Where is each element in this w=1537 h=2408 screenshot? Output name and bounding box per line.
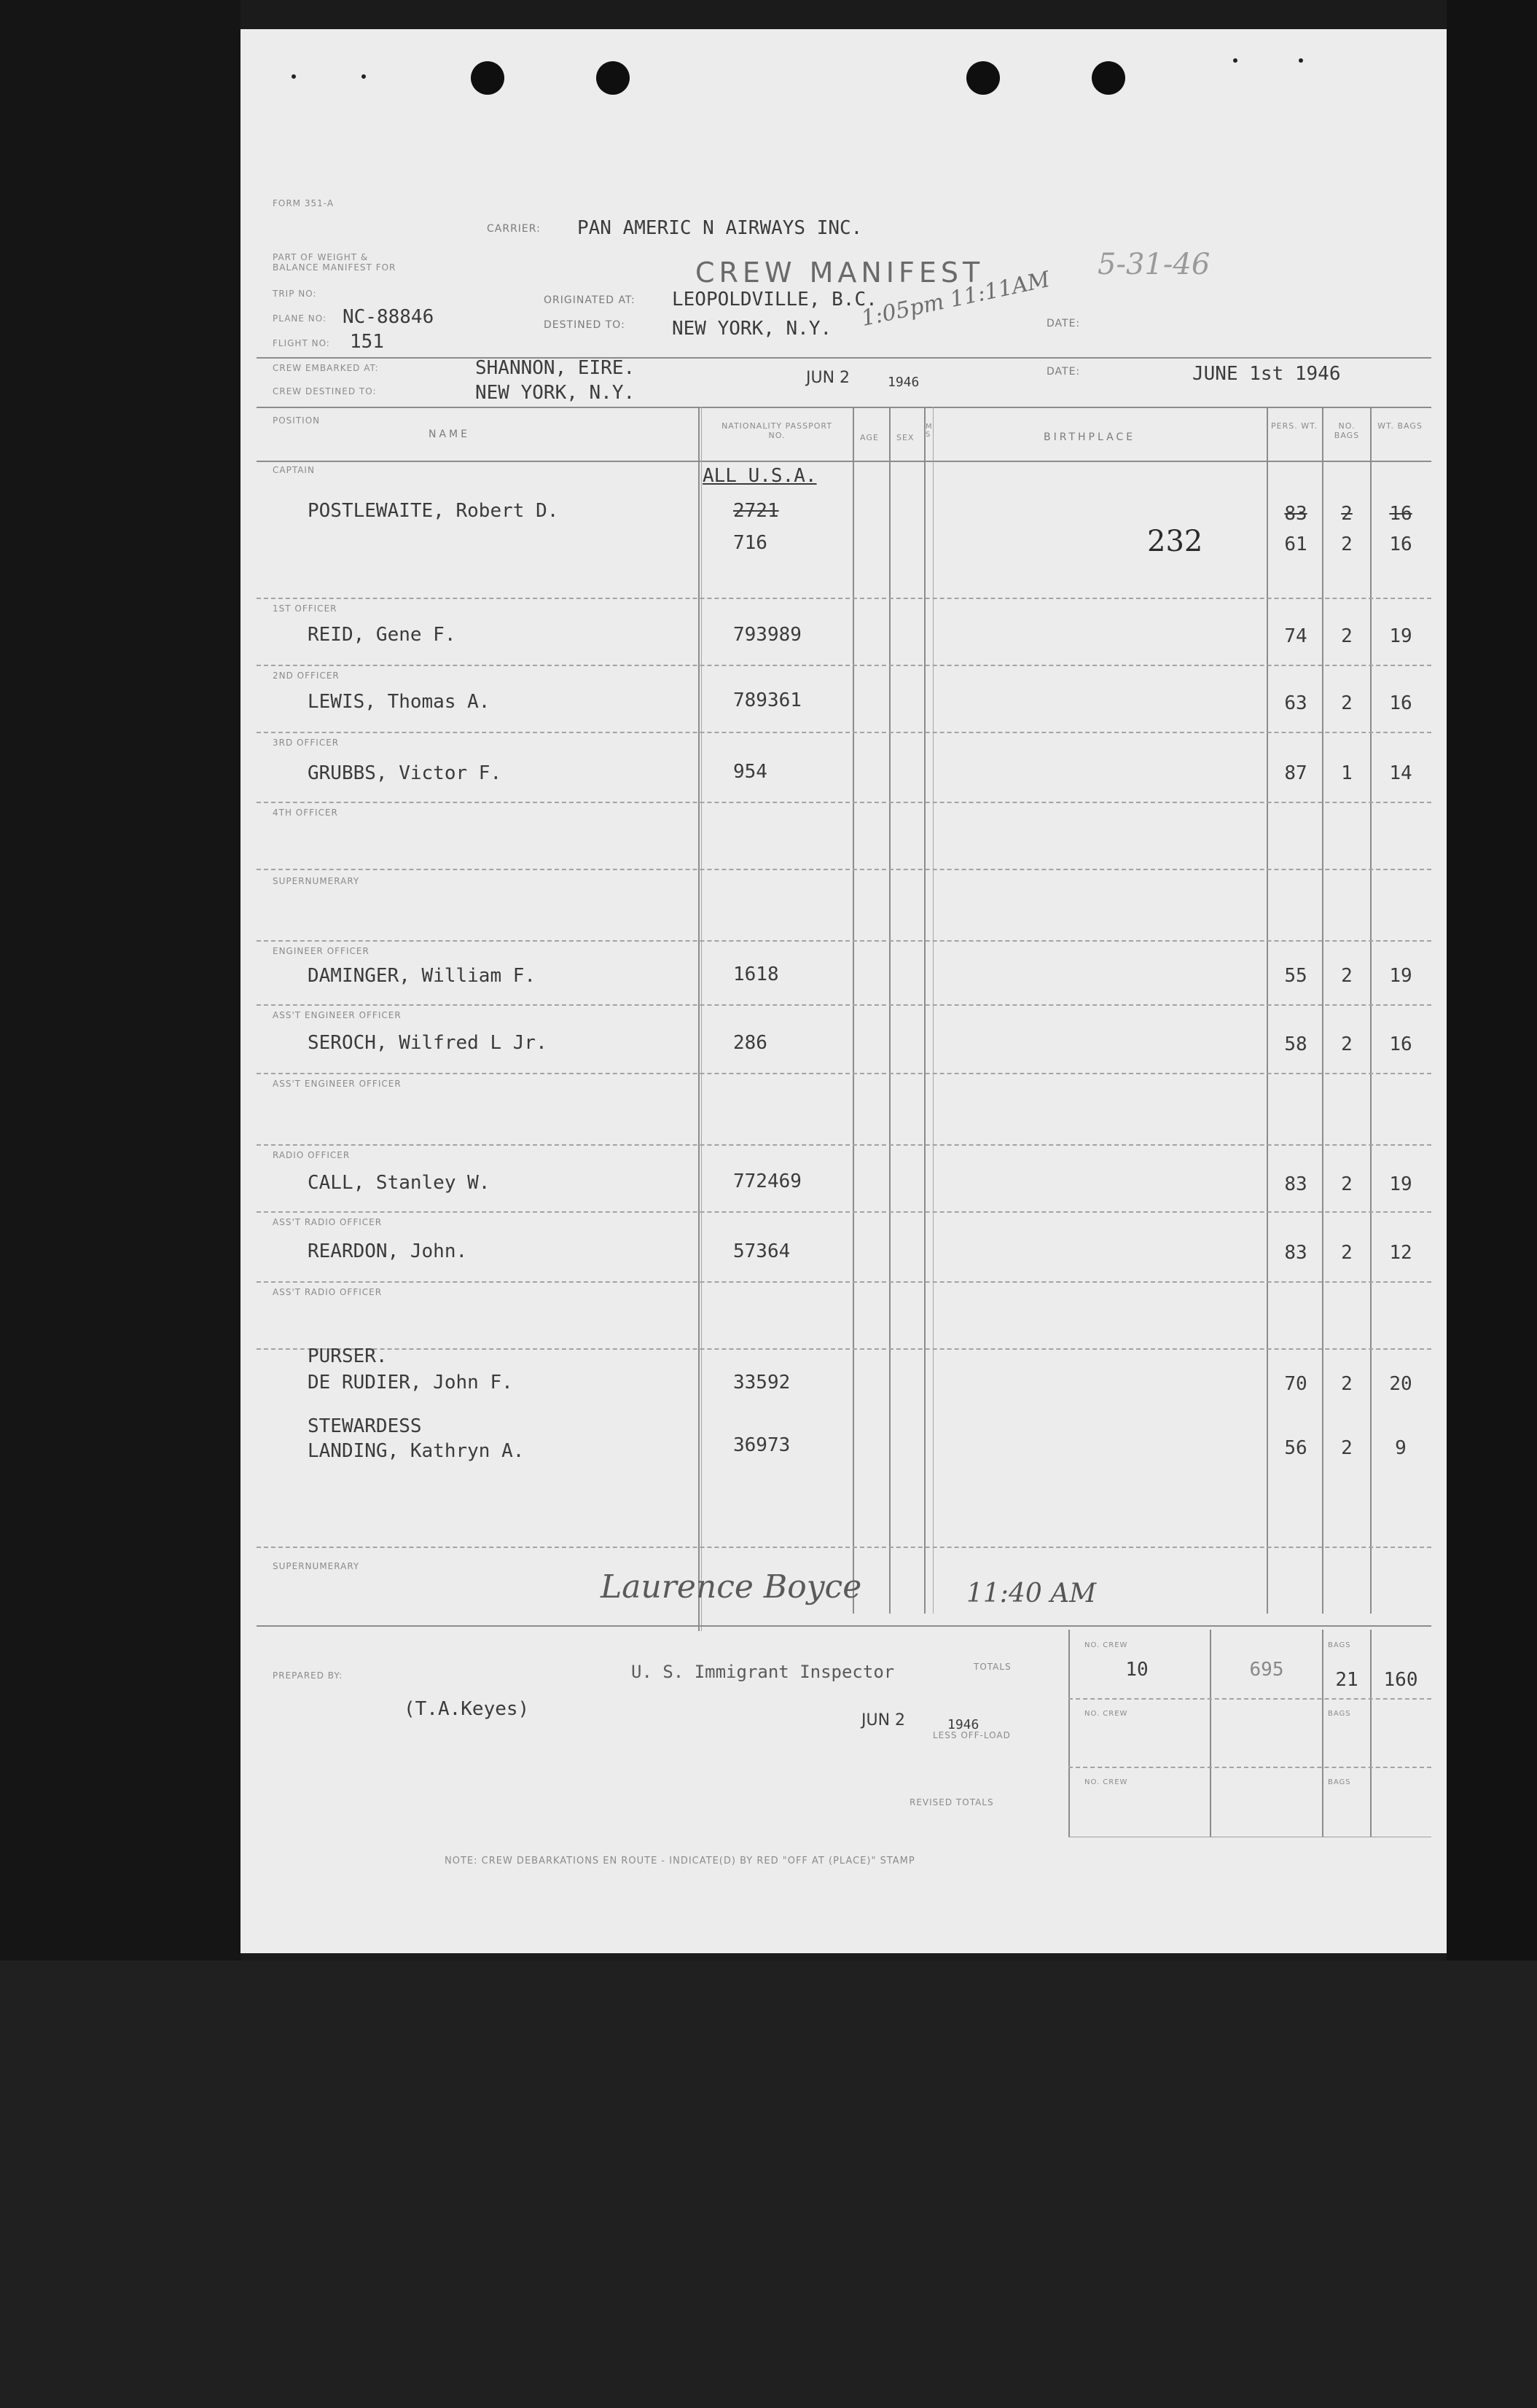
no-bags: 2 bbox=[1341, 1173, 1353, 1195]
no-bags: 2 bbox=[1341, 1437, 1353, 1459]
plane-no-value: NC-88846 bbox=[343, 306, 434, 328]
crew-destined-label: CREW DESTINED TO: bbox=[273, 386, 377, 396]
passport-no: 286 bbox=[733, 1032, 767, 1054]
table-top-rule bbox=[257, 407, 1431, 408]
film-speck bbox=[292, 74, 296, 79]
manifest-title: CREW MANIFEST bbox=[695, 257, 985, 289]
bags-struck: 2 bbox=[1341, 503, 1353, 525]
col-age: AGE bbox=[860, 433, 879, 442]
inspector-title: U. S. Immigrant Inspector bbox=[631, 1662, 895, 1682]
bags-label: BAGS bbox=[1328, 1710, 1351, 1718]
col-divider bbox=[933, 407, 934, 1614]
col-divider bbox=[1370, 407, 1372, 1614]
originated-at-value: LEOPOLDVILLE, B.C. bbox=[672, 289, 877, 310]
no-crew-label: NO. CREW bbox=[1084, 1641, 1128, 1649]
wt-bags: 9 bbox=[1395, 1437, 1407, 1459]
date2-label: DATE: bbox=[1047, 366, 1081, 378]
column-header-rule bbox=[257, 461, 1431, 462]
plane-no-label: PLANE NO: bbox=[273, 313, 327, 324]
destined-to-label: DESTINED TO: bbox=[544, 319, 625, 331]
crew-name: REARDON, John. bbox=[308, 1240, 468, 1262]
passport-no: 793989 bbox=[733, 624, 802, 646]
manifest-page bbox=[240, 29, 1447, 1953]
crew-embarked-label: CREW EMBARKED AT: bbox=[273, 363, 379, 373]
bags-label: BAGS bbox=[1328, 1778, 1351, 1786]
passport-no: 789361 bbox=[733, 689, 802, 711]
row-rule bbox=[257, 1073, 1431, 1074]
crew-name: REID, Gene F. bbox=[308, 624, 456, 646]
wt-bags: 19 bbox=[1389, 625, 1412, 647]
position-label: 3RD OFFICER bbox=[273, 738, 340, 748]
pers-wt: 55 bbox=[1284, 965, 1307, 987]
footer-stamp-date: JUN 2 bbox=[861, 1711, 906, 1729]
trip-no-label: TRIP NO: bbox=[273, 289, 317, 299]
inspector-signature: Laurence Boyce bbox=[601, 1568, 862, 1606]
wt-bags: 16 bbox=[1389, 1033, 1412, 1055]
pers-wt: 83 bbox=[1284, 1173, 1307, 1195]
position-label: SUPERNUMERARY bbox=[273, 876, 360, 886]
flight-no-value: 151 bbox=[350, 331, 384, 353]
total-crew: 10 bbox=[1125, 1659, 1149, 1681]
pers-wt: 58 bbox=[1284, 1033, 1307, 1055]
stamp-date: JUN 2 bbox=[806, 369, 850, 387]
pers-wt: 83 bbox=[1284, 1242, 1307, 1264]
total-bags: 21 bbox=[1335, 1669, 1358, 1691]
footer-stamp-year: 1946 bbox=[947, 1717, 979, 1732]
passport-no: 772469 bbox=[733, 1170, 802, 1192]
row-rule bbox=[257, 1281, 1431, 1283]
crew-embarked-value: SHANNON, EIRE. bbox=[475, 357, 635, 379]
pers-wt: 87 bbox=[1284, 762, 1307, 784]
totals-divider bbox=[1068, 1630, 1070, 1837]
totals-divider bbox=[1370, 1630, 1372, 1837]
wt-bags: 14 bbox=[1389, 762, 1412, 784]
footer-note: NOTE: CREW DEBARKATIONS EN ROUTE - INDICATE(D) BY RED "OFF AT (PLACE)" STAMP bbox=[445, 1856, 915, 1866]
position-label: ASS'T RADIO OFFICER bbox=[273, 1287, 383, 1297]
passport-no: 716 bbox=[733, 532, 767, 554]
crew-name: DAMINGER, William F. bbox=[308, 965, 536, 987]
supernumerary-label: SUPERNUMERARY bbox=[273, 1561, 360, 1571]
prepared-by-label: PREPARED BY: bbox=[273, 1670, 343, 1681]
row-rule bbox=[257, 732, 1431, 733]
no-bags: 2 bbox=[1341, 625, 1353, 647]
film-speck bbox=[361, 74, 366, 79]
no-bags: 2 bbox=[1341, 692, 1353, 714]
row-rule bbox=[257, 869, 1431, 870]
total-pers-wt: 695 bbox=[1249, 1659, 1284, 1681]
position-label: STEWARDESS bbox=[308, 1415, 422, 1437]
wt-bags: 19 bbox=[1389, 1173, 1412, 1195]
position-label: 2ND OFFICER bbox=[273, 671, 340, 681]
crew-name: DE RUDIER, John F. bbox=[308, 1372, 513, 1393]
wt-bags: 12 bbox=[1389, 1242, 1412, 1264]
pers-wt: 61 bbox=[1284, 533, 1307, 555]
col-divider bbox=[853, 407, 854, 1614]
wt-bags-struck: 16 bbox=[1389, 503, 1412, 525]
film-border-right bbox=[1447, 0, 1537, 1961]
punch-hole bbox=[1092, 61, 1125, 95]
col-nationality: NATIONALITY PASSPORT NO. bbox=[721, 421, 832, 440]
form-number: FORM 351-A bbox=[273, 198, 335, 208]
crew-name: CALL, Stanley W. bbox=[308, 1172, 490, 1194]
carrier-label: CARRIER: bbox=[487, 223, 541, 235]
position-label: 4TH OFFICER bbox=[273, 808, 338, 818]
row-rule bbox=[257, 1348, 1431, 1350]
wt-bags: 16 bbox=[1389, 533, 1412, 555]
position-label: 1ST OFFICER bbox=[273, 603, 337, 614]
no-bags: 2 bbox=[1341, 533, 1353, 555]
row-rule bbox=[257, 665, 1431, 666]
position-label: CAPTAIN bbox=[273, 465, 315, 475]
date2-value: JUNE 1st 1946 bbox=[1192, 363, 1341, 385]
nationality-note: ALL U.S.A. bbox=[703, 465, 817, 487]
col-wt-bags: WT. BAGS bbox=[1377, 421, 1423, 431]
stamp-year: 1946 bbox=[888, 375, 920, 390]
pers-wt-struck: 83 bbox=[1284, 503, 1307, 525]
totals-rule bbox=[1068, 1767, 1431, 1768]
position-label: ENGINEER OFFICER bbox=[273, 946, 369, 956]
col-ms: M S bbox=[926, 423, 933, 439]
no-bags: 1 bbox=[1341, 762, 1353, 784]
passport-no: 954 bbox=[733, 761, 767, 783]
wt-bags: 19 bbox=[1389, 965, 1412, 987]
passport-no: 1618 bbox=[733, 963, 779, 985]
totals-divider bbox=[1210, 1630, 1211, 1837]
crew-name: POSTLEWAITE, Robert D. bbox=[308, 500, 559, 522]
no-bags: 2 bbox=[1341, 1242, 1353, 1264]
row-rule bbox=[257, 1211, 1431, 1213]
col-divider bbox=[1267, 407, 1268, 1614]
no-crew-label: NO. CREW bbox=[1084, 1710, 1128, 1718]
col-divider bbox=[1322, 407, 1323, 1614]
passport-struck: 2721 bbox=[733, 500, 779, 522]
no-bags: 2 bbox=[1341, 965, 1353, 987]
crew-name: LEWIS, Thomas A. bbox=[308, 691, 490, 713]
col-pers-wt: PERS. WT. bbox=[1271, 421, 1318, 431]
pers-wt: 56 bbox=[1284, 1437, 1307, 1459]
position-label: RADIO OFFICER bbox=[273, 1150, 351, 1160]
punch-hole bbox=[966, 61, 1000, 95]
col-name: NAME bbox=[429, 429, 470, 440]
crew-destined-value: NEW YORK, N.Y. bbox=[475, 382, 635, 404]
position-label: ASS'T ENGINEER OFFICER bbox=[273, 1079, 402, 1089]
flight-no-label: FLIGHT NO: bbox=[273, 338, 330, 348]
col-divider bbox=[698, 407, 700, 1631]
crew-name: GRUBBS, Victor F. bbox=[308, 762, 502, 784]
originated-at-label: ORIGINATED AT: bbox=[544, 294, 635, 306]
handwritten-times: 1:05pm 11:11AM bbox=[859, 266, 1052, 332]
col-divider bbox=[701, 407, 702, 1631]
film-speck bbox=[1233, 58, 1237, 63]
punch-hole bbox=[471, 61, 504, 95]
crew-name: LANDING, Kathryn A. bbox=[308, 1440, 525, 1462]
position-label: PURSER. bbox=[308, 1345, 388, 1367]
header-rule bbox=[257, 357, 1431, 359]
destined-to-value: NEW YORK, N.Y. bbox=[672, 318, 832, 340]
birthplace-note: 232 bbox=[1147, 525, 1203, 558]
totals-divider bbox=[1322, 1630, 1323, 1837]
part-of-label: PART OF WEIGHT & BALANCE MANIFEST FOR bbox=[273, 252, 396, 273]
col-position: POSITION bbox=[273, 415, 321, 426]
punch-hole bbox=[596, 61, 630, 95]
off-load-label: LESS OFF-LOAD bbox=[933, 1730, 1011, 1740]
no-bags: 2 bbox=[1341, 1373, 1353, 1395]
table-bottom-rule bbox=[257, 1625, 1431, 1627]
row-rule bbox=[257, 940, 1431, 942]
col-divider bbox=[924, 407, 926, 1614]
position-label: ASS'T RADIO OFFICER bbox=[273, 1217, 383, 1227]
crew-name: SEROCH, Wilfred L Jr. bbox=[308, 1032, 547, 1054]
revised-totals-label: REVISED TOTALS bbox=[910, 1797, 994, 1807]
col-birthplace: BIRTHPLACE bbox=[1044, 431, 1136, 443]
keyes-name: (T.A.Keyes) bbox=[404, 1698, 530, 1720]
handwritten-date: 5-31-46 bbox=[1098, 248, 1211, 281]
position-label: ASS'T ENGINEER OFFICER bbox=[273, 1010, 402, 1020]
date-label: DATE: bbox=[1047, 318, 1081, 329]
row-rule bbox=[257, 1144, 1431, 1146]
col-no-bags: NO. BAGS bbox=[1334, 421, 1360, 440]
col-sex: SEX bbox=[896, 433, 915, 442]
inspector-time: 11:40 AM bbox=[966, 1579, 1097, 1608]
total-wt-bags: 160 bbox=[1383, 1669, 1418, 1691]
bags-label: BAGS bbox=[1328, 1641, 1351, 1649]
col-divider bbox=[889, 407, 891, 1614]
carrier-value: PAN AMERIC N AIRWAYS INC. bbox=[577, 217, 863, 239]
pers-wt: 63 bbox=[1284, 692, 1307, 714]
passport-no: 36973 bbox=[733, 1434, 791, 1456]
film-border-bottom bbox=[0, 1961, 1537, 2408]
row-rule bbox=[257, 802, 1431, 803]
totals-rule bbox=[1068, 1698, 1431, 1700]
row-rule bbox=[257, 1547, 1431, 1548]
pers-wt: 74 bbox=[1284, 625, 1307, 647]
pers-wt: 70 bbox=[1284, 1373, 1307, 1395]
row-rule bbox=[257, 1004, 1431, 1006]
passport-no: 33592 bbox=[733, 1372, 791, 1393]
film-speck bbox=[1299, 58, 1303, 63]
wt-bags: 16 bbox=[1389, 692, 1412, 714]
no-crew-label: NO. CREW bbox=[1084, 1778, 1128, 1786]
wt-bags: 20 bbox=[1389, 1373, 1412, 1395]
totals-label: TOTALS bbox=[974, 1662, 1012, 1672]
no-bags: 2 bbox=[1341, 1033, 1353, 1055]
row-rule bbox=[257, 598, 1431, 599]
passport-no: 57364 bbox=[733, 1240, 791, 1262]
